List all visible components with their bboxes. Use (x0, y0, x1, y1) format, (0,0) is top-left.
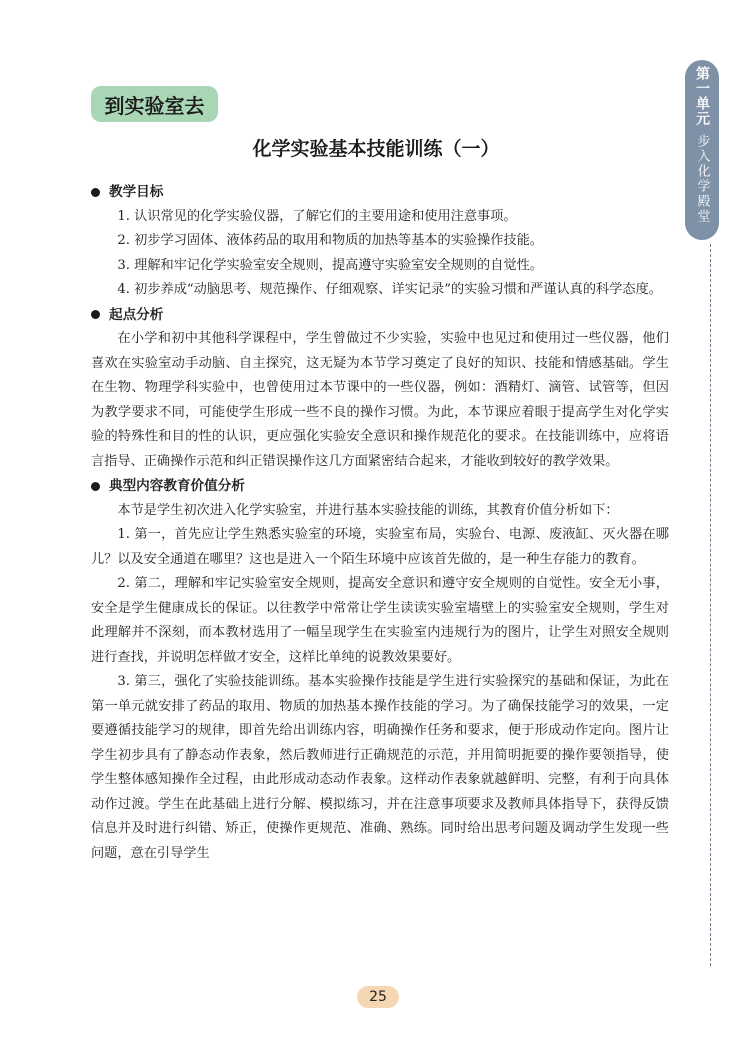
paragraph: 3. 理解和牢记化学实验室安全规则，提高遵守实验室安全规则的自觉性。 (117, 257, 543, 273)
paragraph: 4. 初步养成“动脑思考、规范操作、仔细观察、详实记录”的实验习惯和严谨认真的科学态度。 (117, 282, 662, 297)
document-body (91, 180, 669, 866)
unit-label: 第一单元 (694, 66, 710, 126)
page-title: 化学实验基本技能训练（一） (252, 138, 500, 160)
section-heading (91, 180, 669, 205)
bullet-icon (91, 482, 100, 491)
unit-side-tab (685, 60, 719, 240)
paragraph: 在小学和初中其他科学课程中，学生曾做过不少实验，实验中也见过和使用过一些仪器，他们喜欢在实验室动手动脑、自主探究，这无疑为本节学习奠定了良好的知识、技能和情感基础。学生在生物、物理学科实验中，也曾使用过本节课中的一些仪器，例如：酒精灯、滴管、试管等，但因为教学要求不同，可能使学生形成一些不良的操作习惯。为此，本节课应着眼于提高学生对化学实验的特殊性和目的性的认识，更应强化实验安全意识和操作规范化的要求。在技能训练中，应将语言指导、正确操作示范和纠正错误操作这几方面紧密结合起来，才能收到较好的教学效果。 (91, 331, 669, 469)
section-heading-text: 教学目标 (109, 184, 164, 200)
section-heading (91, 303, 669, 328)
paragraph: 2. 初步学习固体、液体药品的取用和物质的加热等基本的实验操作技能。 (117, 233, 543, 248)
bullet-icon (91, 310, 100, 319)
paragraph: 1. 认识常见的化学实验仪器，了解它们的主要用途和使用注意事项。 (117, 208, 517, 224)
page-number: 25 (357, 986, 399, 1008)
paragraph: 3. 第三，强化了实验技能训练。基本实验操作技能是学生进行实验探究的基础和保证，为此在第一单元就安排了药品的取用、物质的加热基本操作技能的学习。为了确保技能学习的效果，一定要遵循技能学习的规律，即首先给出训练内容，明确操作任务和要求，便于形成动作定向。图片让学生初步具有了静态动作表象，然后教师进行正确规范的示范，并用简明扼要的操作要领指导，使学生整体感知操作全过程，由此形成动态动作表象。这样动作表象就越鲜明、完整，有利于向具体动作过渡。学生在此基础上进行分解、模拟练习，并在注意事项要求及教师具体指导下，获得反馈信息并及时进行纠错、矫正，使操作更规范、准确、熟练。同时给出思考问题及调动学生发现一些问题，意在引导学生 (91, 674, 669, 861)
paragraph: 2. 第二，理解和牢记实验室安全规则，提高安全意识和遵守安全规则的自觉性。安全无小事，安全是学生健康成长的保证。以往教学中常常让学生读读实验室墙壁上的实验室安全规则，学生对此理解并不深刻，而本教材选用了一幅呈现学生在实验室内违规行为的图片，让学生对照安全规则进行查找，并说明怎样做才安全，这样比单纯的说教效果要好。 (91, 576, 669, 665)
section-heading-text: 起点分析 (109, 306, 164, 323)
bullet-icon (91, 188, 100, 197)
unit-name: 步入化学殿堂 (694, 134, 710, 224)
section-badge: 到实验室去 (91, 86, 218, 122)
section-heading-text: 典型内容教育价值分析 (109, 478, 245, 494)
paragraph: 1. 第一，首先应让学生熟悉实验室的环境，实验室布局，实验台、电源、废液缸、灭火器在哪儿？以及安全通道在哪里？这也是进入一个陌生环境中应该首先做的，是一种生存能力的教育。 (91, 527, 669, 567)
margin-dashed-line (710, 244, 711, 966)
paragraph: 本节是学生初次进入化学实验室，并进行基本实验技能的训练，其教育价值分析如下： (117, 502, 619, 518)
section-heading (91, 474, 669, 499)
